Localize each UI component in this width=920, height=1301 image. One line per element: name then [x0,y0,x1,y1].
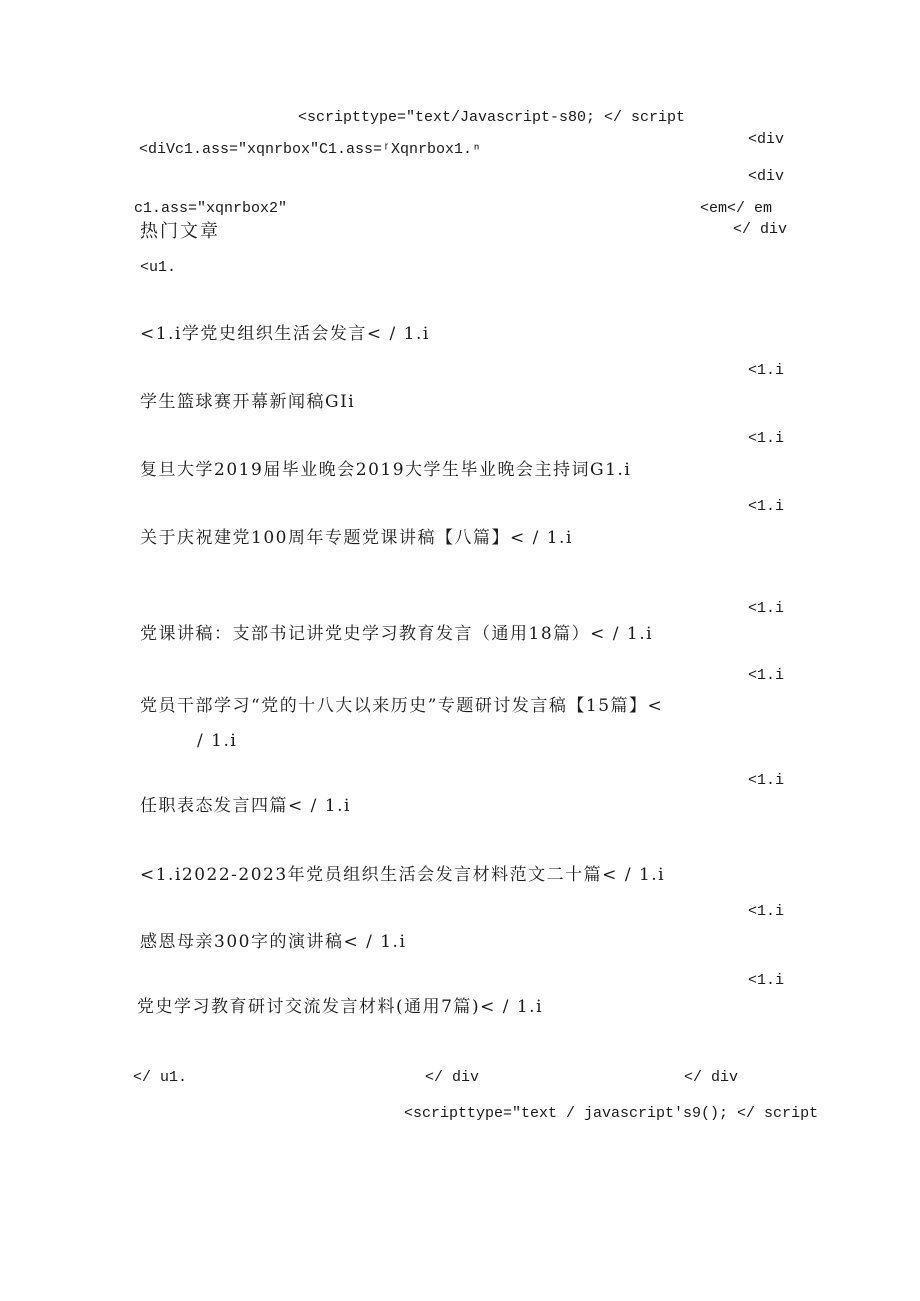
ul-open-tag: <u1. [140,259,177,276]
list-item[interactable]: 党课讲稿：支部书记讲党史学习教育发言（通用18篇）< / 1.i [140,624,654,644]
list-item[interactable]: 感恩母亲300字的演讲稿< / 1.i [140,932,407,952]
list-item-continuation: / 1.i [197,731,238,751]
script-tag-top: <scripttype="text/Javascript-s80; </ script [298,109,686,126]
list-item[interactable]: 关于庆祝建党100周年专题党课讲稿【八篇】< / 1.i [140,528,573,548]
list-item-marker: <1.i [748,667,785,684]
div-tag-right-1: <div [748,131,785,148]
list-item-marker: <1.i [748,430,785,447]
list-item-marker: <1.i [748,600,785,617]
ul-close-tag: </ u1. [133,1069,188,1086]
list-item-marker: <1.i [748,362,785,379]
div-close-tag-right: </ div [733,221,788,238]
list-item-marker: <1.i [748,498,785,515]
em-tag: <em</ em [700,200,773,217]
div-xqnrbox2-tag: c1.ass="xqnrbox2" [134,200,288,217]
div-xqnrbox-tag: <diVc1.ass="xqnrbox"C1.ass=ʳXqnrbox1.ⁿ [139,141,482,158]
list-item[interactable]: 党员干部学习“党的十八大以来历史”专题研讨发言稿【15篇】< [140,696,664,716]
list-item[interactable]: 学生篮球赛开幕新闻稿GIi [140,392,356,412]
section-heading: 热门文章 [140,221,220,242]
list-item[interactable]: <1.i学党史组织生活会发言< / 1.i [140,324,430,344]
list-item[interactable]: 任职表态发言四篇< / 1.i [140,796,351,816]
list-item[interactable]: 复旦大学2019届毕业晚会2019大学生毕业晚会主持词G1.i [140,460,632,480]
list-item-marker: <1.i [748,903,785,920]
list-item[interactable]: 党史学习教育研讨交流发言材料(通用7篇)< / 1.i [137,997,544,1017]
div-tag-right-2: <div [748,168,785,185]
list-item[interactable]: <1.i2022-2023年党员组织生活会发言材料范文二十篇< / 1.i [140,865,666,885]
list-item-marker: <1.i [748,772,785,789]
div-close-tag-mid: </ div [425,1069,480,1086]
list-item-marker: <1.i [748,972,785,989]
script-tag-bottom: <scripttype="text / javascript's9(); </ script [404,1105,819,1122]
div-close-tag-end: </ div [684,1069,739,1086]
